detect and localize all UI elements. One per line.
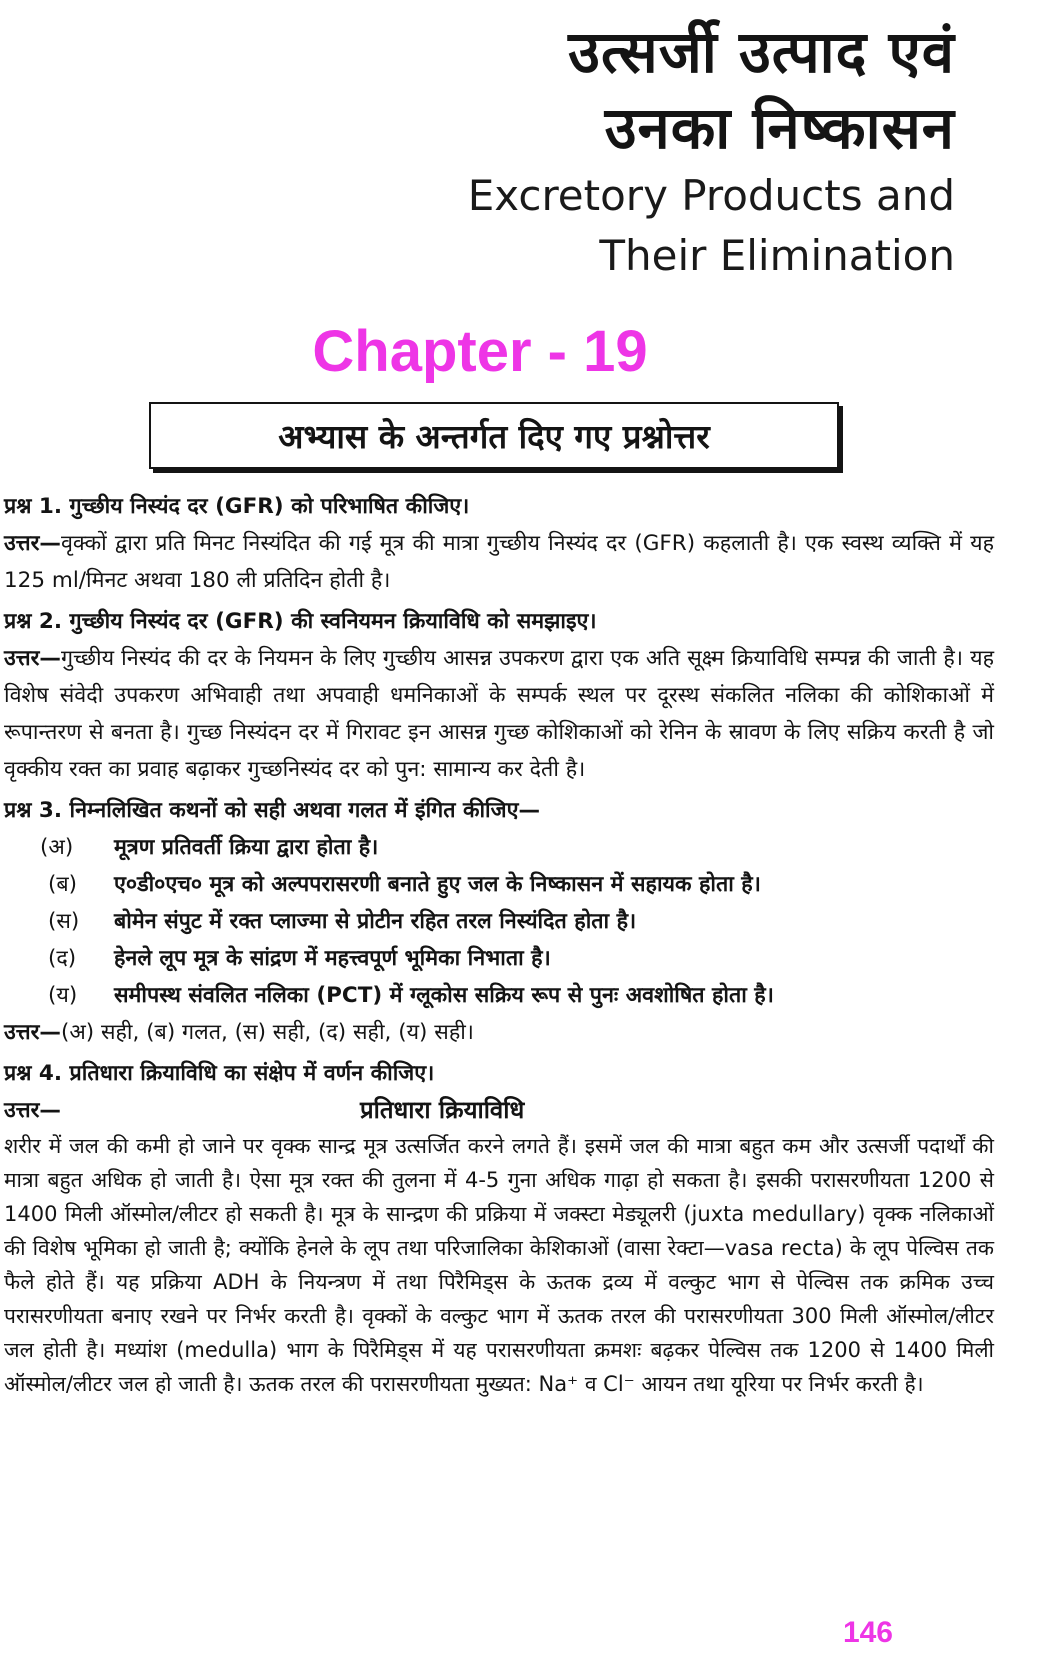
option-e (4, 977, 994, 1014)
answer-label: उत्तर— (4, 646, 61, 671)
option-a (4, 829, 994, 866)
option-d (4, 940, 994, 977)
question-3 (4, 792, 994, 829)
question-text: गुच्छीय निस्यंद दर (GFR) को परिभाषित कीजिए। (69, 494, 470, 519)
answer-label: उत्तर— (4, 531, 61, 556)
question-label: प्रश्न 3. (4, 798, 63, 823)
option-b (4, 866, 994, 903)
answer-label: उत्तर— (4, 1020, 61, 1045)
option-text: हेनले लूप मूत्र के सांद्रण में महत्त्वपूर्ण भूमिका निभाता है। (114, 946, 551, 971)
answer-1 (4, 525, 994, 599)
option-key: (ब) (48, 872, 78, 897)
answer-text: (अ) सही, (ब) गलत, (स) सही, (द) सही, (य) सही। (60, 1020, 474, 1045)
option-key: (स) (48, 909, 80, 934)
title-english-line-2: Their Elimination (599, 231, 955, 280)
question-1 (4, 488, 994, 525)
option-key: (अ) (40, 835, 74, 860)
option-text: समीपस्थ संवलित नलिका (PCT) में ग्लूकोस सक्रिय रूप से पुनः अवशोषित होता है। (114, 983, 774, 1008)
chapter-title-block (468, 14, 955, 286)
option-c (4, 903, 994, 940)
title-english-line-1: Excretory Products and (467, 171, 955, 220)
answer-4-heading-row (4, 1092, 994, 1129)
question-label: प्रश्न 1. (4, 494, 63, 519)
answer-text: वृक्कों द्वारा प्रति मिनट निस्यंदित की गई मूत्र की मात्रा गुच्छीय निस्यंद दर (GFR) कहलाती है। एक स्वस्थ व्यक्ति में यह 125 ml/मिनट अथवा 180 ली प्रतिदिन होती है। (4, 531, 994, 593)
option-text: ए०डी०एच० मूत्र को अल्पपरासरणी बनाते हुए जल के निष्कासन में सहायक होता है। (114, 872, 761, 897)
option-text: मूत्रण प्रतिवर्ती क्रिया द्वारा होता है। (114, 835, 379, 860)
question-text: गुच्छीय निस्यंद दर (GFR) की स्वनियमन क्रियाविधि को समझाइए। (69, 609, 597, 634)
question-2 (4, 603, 994, 640)
option-key: (य) (48, 983, 78, 1008)
answer-label: उत्तर— (4, 1098, 61, 1123)
question-4 (4, 1055, 994, 1092)
answer-3 (4, 1014, 994, 1051)
answer-subheading: प्रतिधारा क्रियाविधि (360, 1096, 525, 1124)
page-content (4, 484, 994, 1401)
section-heading: अभ्यास के अन्तर्गत दिए गए प्रश्नोत्तर (278, 417, 710, 456)
option-key: (द) (48, 946, 77, 971)
answer-4: शरीर में जल की कमी हो जाने पर वृक्क सान्द्र मूत्र उत्सर्जित करने लगते हैं। इसमें जल की मात्रा बहुत कम और उत्सर्जी पदार्थों की मात्रा बहुत अधिक हो जाती है। ऐसा मूत्र रक्त की तुलना में 4-5 गुना अधिक गाढ़ा हो सकता है। इसकी परासरणीयता 1200 से 1400 मिली ऑस्मोल/लीटर हो सकती है। मूत्र के सान्द्रण की प्रक्रिया में जक्स्टा मेड्यूलरी (juxta medullary) वृक्क नलिकाओं की विशेष भूमिका हो जाती है; क्योंकि हेनले के लूप तथा परिजालिका केशिकाओं (वासा रेक्टा—vasa recta) के लूप पेल्विस तक फैले होते हैं। यह प्रक्रिया ADH के नियन्त्रण में तथा पिरैमिड्स के ऊतक द्रव्य में वल्कुट भाग से पेल्विस तक क्रमिक उच्च परासरणीयता बनाए रखने पर निर्भर करती है। वृक्कों के वल्कुट भाग में ऊतक तरल की परासरणीयता 300 मिली ऑस्मोल/लीटर जल होती है। मध्यांश (medulla) भाग के पिरैमिड्स में यह परासरणीयता क्रमशः बढ़कर पेल्विस तक 1200 से 1400 मिली ऑस्मोल/लीटर जल हो जाती है। ऊतक तरल की परासरणीयता मुख्यत: Na⁺ व Cl⁻ आयन तथा यूरिया पर निर्भर करती है। (4, 1134, 994, 1396)
section-heading-box (149, 402, 839, 469)
question-label: प्रश्न 4. (4, 1061, 63, 1086)
page-number: 146 (842, 1616, 893, 1649)
question-text: प्रतिधारा क्रियाविधि का संक्षेप में वर्णन कीजिए। (69, 1061, 435, 1086)
title-hindi-line-2: उनका निष्कासन (604, 94, 955, 162)
option-text: बोमेन संपुट में रक्त प्लाज्मा से प्रोटीन रहित तरल निस्यंदित होता है। (114, 909, 637, 934)
answer-2 (4, 640, 994, 788)
question-text: निम्नलिखित कथनों को सही अथवा गलत में इंगित कीजिए— (69, 798, 540, 823)
question-label: प्रश्न 2. (4, 609, 63, 634)
title-hindi-line-1: उत्सर्जी उत्पाद एवं (568, 18, 955, 86)
chapter-number: Chapter - 19 (312, 319, 648, 384)
answer-text: गुच्छीय निस्यंद की दर के नियमन के लिए गुच्छीय आसन्न उपकरण द्वारा एक अति सूक्ष्म क्रियाविधि सम्पन्न की जाती है। यह विशेष संवेदी उपकरण अभिवाही तथा अपवाही धमनिकाओं के सम्पर्क स्थल पर दूरस्थ संकलित नलिका की कोशिकाओं में रूपान्तरण से बनता है। गुच्छ निस्यंदन दर में गिरावट इन आसन्न गुच्छ कोशिकाओं को रेनिन के स्रावण के लिए सक्रिय करती है जो वृक्कीय रक्त का प्रवाह बढ़ाकर गुच्छनिस्यंद दर को पुन: सामान्य कर देती है। (4, 646, 994, 782)
